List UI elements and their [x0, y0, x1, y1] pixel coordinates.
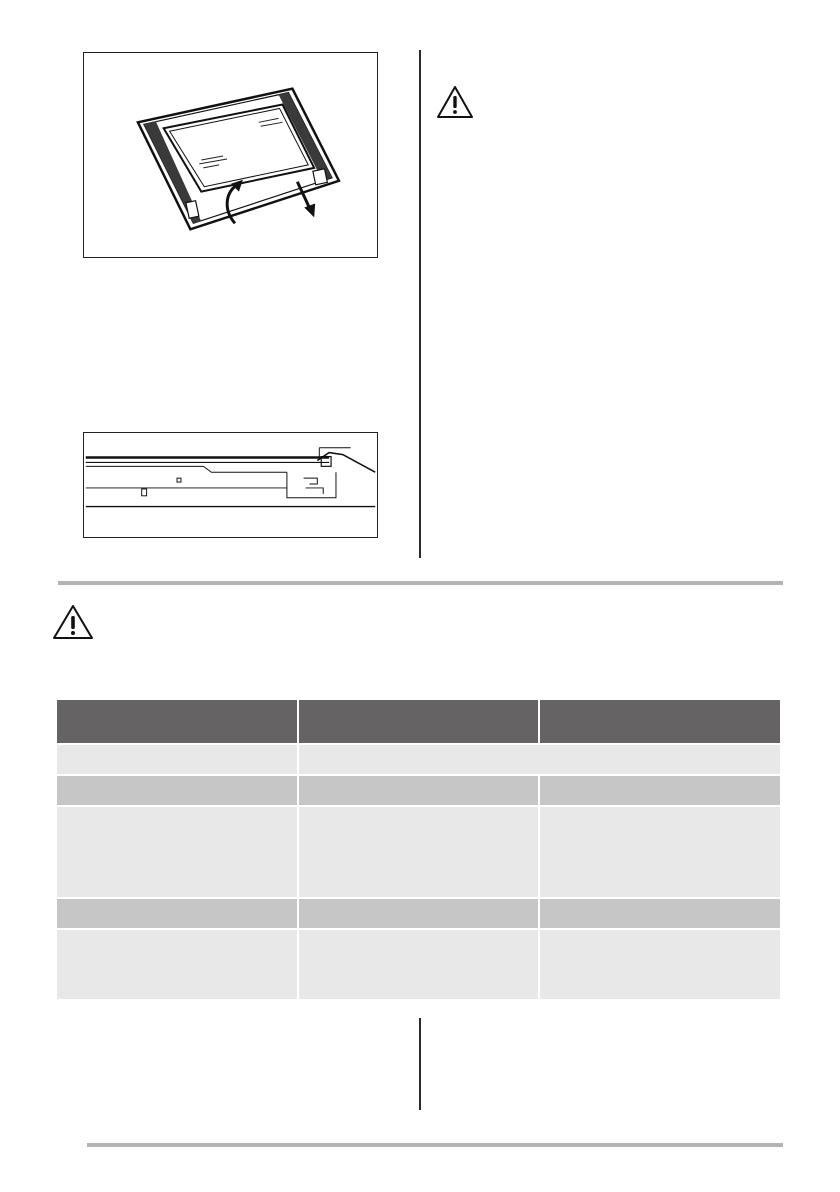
glass-panel-seat-figure [83, 432, 378, 538]
warning-icon [436, 84, 474, 120]
section-divider [58, 581, 783, 585]
column-divider-bottom [419, 1018, 421, 1110]
table-cell [299, 745, 780, 774]
table-row [57, 807, 780, 897]
table-cell [57, 930, 297, 999]
table-cell [57, 807, 297, 897]
table-row [57, 899, 780, 928]
door-glass-illustration [84, 53, 377, 257]
table-header-cell [299, 700, 538, 743]
table-row [57, 745, 780, 774]
table-cell [299, 776, 538, 805]
table-row [57, 930, 780, 999]
footer-divider [87, 1143, 783, 1147]
oven-door-glass-panel-figure [83, 52, 378, 258]
table-cell [299, 807, 538, 897]
warning-icon [52, 603, 94, 641]
table-cell [540, 899, 780, 928]
table-cell [299, 930, 538, 999]
table-cell [57, 776, 297, 805]
table-cell [299, 899, 538, 928]
table-cell [540, 807, 780, 897]
table-cell [540, 930, 780, 999]
table-cell [540, 776, 780, 805]
table-cell [57, 899, 297, 928]
column-divider-top [419, 50, 421, 558]
table-header-cell [540, 700, 780, 743]
table-header-cell [57, 700, 297, 743]
glass-seat-illustration [84, 433, 377, 537]
table-header-row [57, 700, 780, 743]
table-cell [57, 745, 297, 774]
table-row [57, 776, 780, 805]
